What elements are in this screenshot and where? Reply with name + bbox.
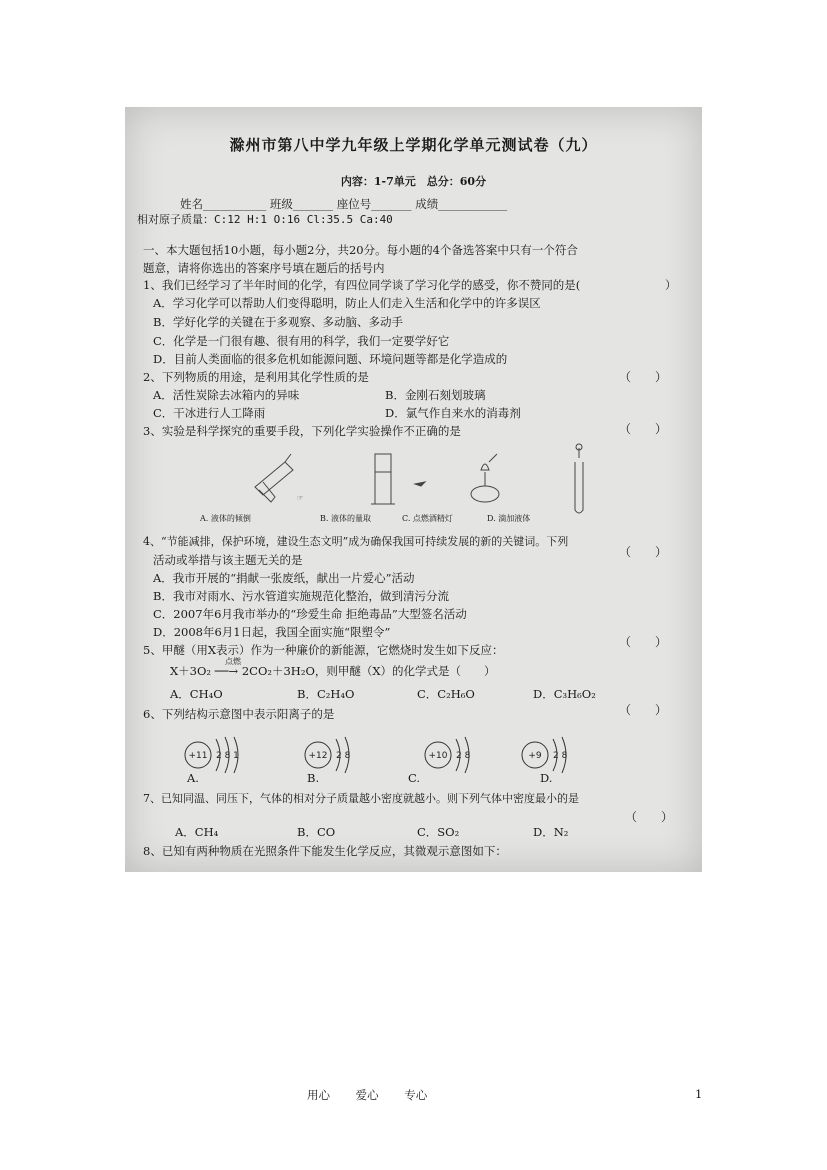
atom-structure-b xyxy=(305,737,351,773)
q3-stem: 3、实验是科学探究的重要手段，下列化学实验操作不正确的是 xyxy=(143,424,461,438)
q7-stem: 7、已知同温、同压下，气体的相对分子质量越小密度就越小。则下列气体中密度最小的是 xyxy=(143,792,579,805)
q4-option-c: C．2007年6月我市举办的“珍爱生命 拒绝毒品”大型签名活动 xyxy=(153,607,467,621)
q4-stem-2: 活动或举措与该主题无关的是 xyxy=(153,553,303,567)
q2-answer-paren: （ ） xyxy=(619,370,668,384)
q7-option-d: D．N₂ xyxy=(533,825,569,839)
atom-b-nucleus: +12 xyxy=(308,751,328,761)
q7-option-c: C．SO₂ xyxy=(417,825,460,839)
atomic-structures-figure xyxy=(180,727,620,787)
exam-subtitle: 内容：1-7单元 总分：60分 xyxy=(340,175,487,188)
alcohol-lamp-illustration xyxy=(471,454,499,502)
q2-option-b: B．金刚石刻划玻璃 xyxy=(385,388,486,402)
q6-label-a: A. xyxy=(187,771,199,785)
q2-option-d: D．氯气作自来水的消毒剂 xyxy=(385,406,521,420)
q3-caption-b: B. 液体的量取 xyxy=(320,514,371,523)
atom-a-nucleus: +11 xyxy=(188,751,208,761)
q5-answer-paren: （ ） xyxy=(619,635,668,649)
q5-reaction-condition: 点燃 xyxy=(225,657,241,666)
footer-motto: 用心 爱心 专心 xyxy=(307,1088,428,1102)
q3-caption-a: A. 液体的倾倒 xyxy=(200,514,251,523)
q8-stem: 8、已知有两种物质在光照条件下能发生化学反应，其微观示意图如下： xyxy=(143,844,507,858)
dropper-test-tube-illustration xyxy=(575,444,583,513)
q1-option-c: C．化学是一门很有趣、很有用的科学，我们一定要学好它 xyxy=(153,334,450,348)
pouring-liquid-illustration xyxy=(255,454,303,502)
q5-equation: X＋3O₂ ──→ 2CO₂＋3H₂O，则甲醚（X）的化学式是（ ） xyxy=(170,664,496,678)
page-number: 1 xyxy=(695,1087,703,1101)
q3-caption-d: D. 滴加液体 xyxy=(487,514,531,523)
section-instructions: 一、本大题包括10小题，每小题2分，共20分。每小题的4个备选答案中只有一个符合 xyxy=(143,243,578,257)
q1-option-b: B．学好化学的关键在于多观察、多动脑、多动手 xyxy=(153,315,403,329)
svg-text:☞: ☞ xyxy=(297,494,304,502)
q1-paren-close: ） xyxy=(665,278,677,292)
atom-d-nucleus: +9 xyxy=(528,751,542,761)
atom-c-nucleus: +10 xyxy=(428,751,448,761)
q1-option-d: D．目前人类面临的很多危机如能源问题、环境问题等都是化学造成的 xyxy=(153,352,508,366)
q6-label-c: C. xyxy=(408,771,421,785)
q6-label-b: B. xyxy=(307,771,320,785)
q5-option-d: D．C₃H₆O₂ xyxy=(533,687,596,701)
scanned-exam-image xyxy=(125,107,702,872)
q3-caption-c: C. 点燃酒精灯 xyxy=(402,514,453,523)
q7-option-b: B．CO xyxy=(297,825,336,839)
q4-option-b: B．我市对雨水、污水管道实施规范化整治，做到清污分流 xyxy=(153,589,449,603)
q3-answer-paren: （ ） xyxy=(619,422,668,436)
atom-a-shells: 2 8 1 xyxy=(216,751,239,761)
section-instructions-2: 题意，请将你选出的答案序号填在题后的括号内 xyxy=(143,261,385,275)
q6-label-d: D. xyxy=(540,771,553,785)
q6-answer-paren: （ ） xyxy=(619,703,668,717)
q4-option-d: D．2008年6月1日起，我国全面实施“限塑令” xyxy=(153,625,391,639)
q5-stem: 5、甲醚（用X表示）作为一种廉价的新能源，它燃烧时发生如下反应： xyxy=(143,643,504,657)
student-info-line: 姓名___________ 班级_______ 座位号_______ 成绩____________ xyxy=(180,197,508,211)
atom-d-shells: 2 8 xyxy=(553,751,568,761)
atom-structure-d xyxy=(522,737,568,773)
q1-option-a: A．学习化学可以帮助人们变得聪明，防止人们走入生活和化学中的许多误区 xyxy=(153,296,541,310)
q4-stem: 4、“节能减排，保护环境，建设生态文明”成为确保我国可持续发展的新的关键词。下列 xyxy=(143,535,569,548)
q2-option-c: C．干冰进行人工降雨 xyxy=(153,406,266,420)
q1-stem: 1、我们已经学习了半年时间的化学，有四位同学谈了学习化学的感受，你不赞同的是( xyxy=(143,278,581,292)
q4-answer-paren: （ ） xyxy=(619,545,668,559)
atom-c-shells: 2 8 xyxy=(456,751,471,761)
measuring-cylinder-illustration xyxy=(371,454,425,504)
atomic-mass-line: 相对原子质量：C:12 H:1 O:16 Cl:35.5 Ca:40 xyxy=(137,213,393,226)
q4-option-a: A．我市开展的“捐献一张废纸，献出一片爱心”活动 xyxy=(153,571,415,585)
atom-b-shells: 2 8 xyxy=(336,751,351,761)
q5-option-b: B．C₂H₄O xyxy=(297,687,355,701)
q2-stem: 2、下列物质的用途，是利用其化学性质的是 xyxy=(143,370,369,384)
q5-option-a: A．CH₄O xyxy=(170,687,223,701)
atom-structure-c xyxy=(425,737,471,773)
q7-answer-paren: （ ） xyxy=(625,810,674,824)
q7-option-a: A．CH₄ xyxy=(175,825,219,839)
exam-title: 滁州市第八中学九年级上学期化学单元测试卷（九） xyxy=(229,136,598,154)
q2-option-a: A．活性炭除去冰箱内的异味 xyxy=(153,388,300,402)
atom-structure-a xyxy=(185,737,239,773)
q5-option-c: C．C₂H₆O xyxy=(417,687,475,701)
q6-stem: 6、下列结构示意图中表示阳离子的是 xyxy=(143,707,335,721)
